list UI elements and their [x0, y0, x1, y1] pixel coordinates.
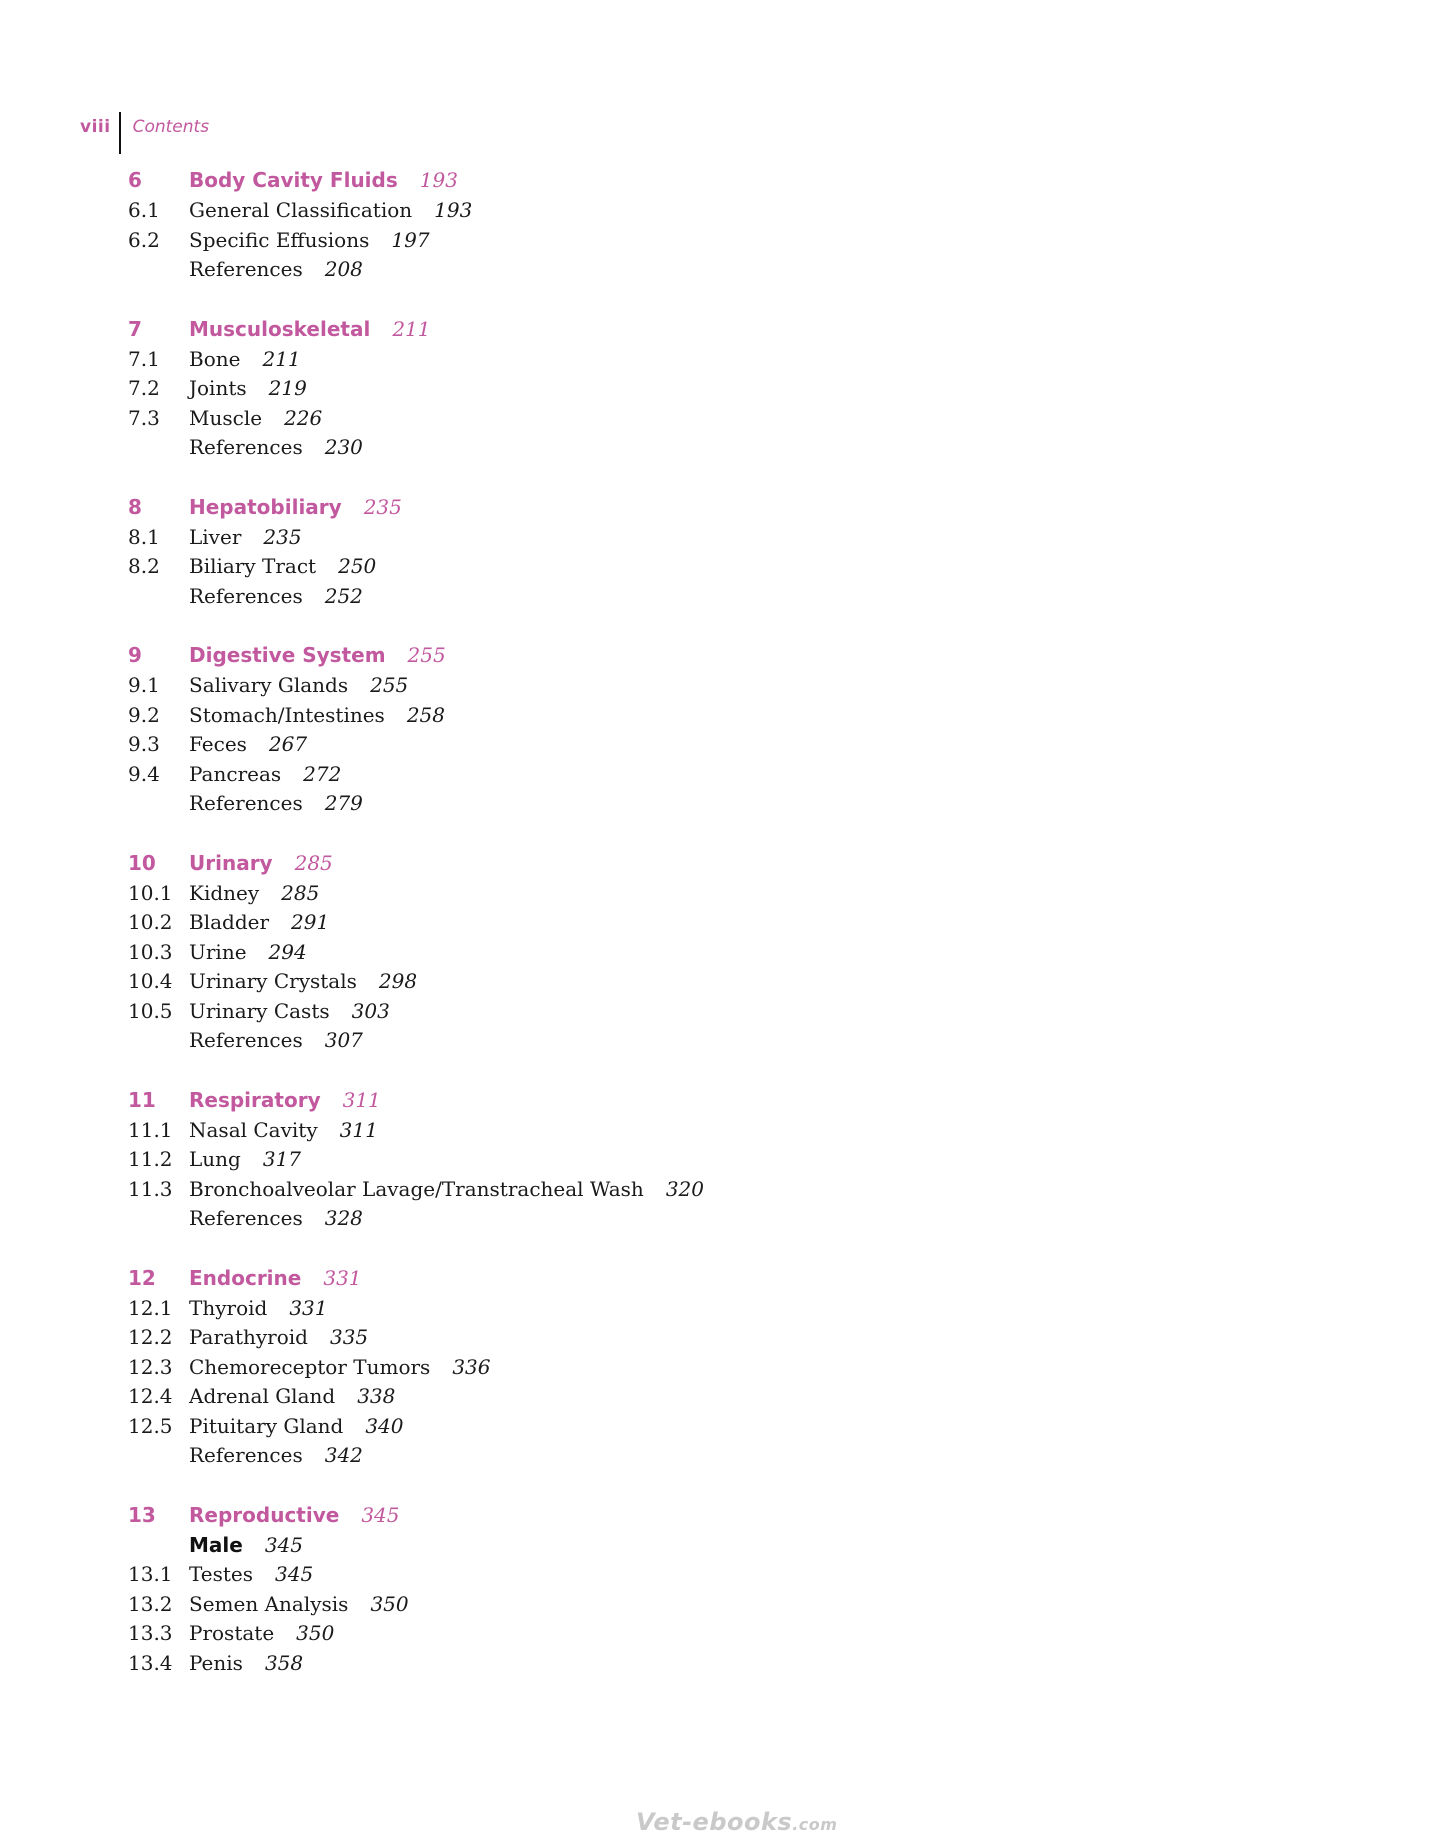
entry-title: Pituitary Gland [189, 1413, 344, 1438]
entry-number: 13.2 [128, 1591, 173, 1616]
entry-title: Kidney [189, 880, 260, 905]
toc-entry[interactable] [128, 1592, 1128, 1622]
entry-title: Biliary Tract [189, 554, 317, 578]
entry-number: 7.2 [128, 376, 160, 400]
toc-chapter[interactable] [128, 1503, 1128, 1533]
entry-page: 258 [406, 702, 446, 727]
toc-subheading[interactable] [128, 1533, 1128, 1563]
entry-number: 12.1 [128, 1295, 173, 1320]
entry-title: Urine [189, 939, 247, 964]
toc-entry[interactable] [128, 969, 1128, 999]
chapter-number: 12 [128, 1265, 156, 1290]
chapter-spacer [128, 1473, 1128, 1503]
entry-page: 358 [264, 1650, 304, 1675]
chapter-number: 8 [128, 494, 142, 519]
chapter-title: Respiratory [189, 1087, 321, 1112]
entry-title: Specific Effusions [189, 227, 370, 252]
entry-title: Testes [189, 1562, 254, 1586]
entry-page: 250 [338, 554, 377, 578]
chapter-number: 6 [128, 168, 142, 192]
entry-page: 255 [370, 673, 409, 697]
toc-entry[interactable] [128, 228, 1128, 258]
toc-chapter[interactable] [128, 643, 1128, 673]
entry-page: 235 [263, 524, 302, 549]
toc-entry[interactable] [128, 673, 1128, 703]
chapter-spacer [128, 465, 1128, 495]
chapter-page: 193 [419, 168, 458, 192]
toc-entry[interactable] [128, 999, 1128, 1029]
entry-page: 328 [324, 1206, 363, 1230]
entry-page: 197 [391, 227, 430, 252]
entry-title: Thyroid [189, 1295, 268, 1320]
entry-number: 6.2 [128, 227, 160, 252]
toc-chapter[interactable] [128, 168, 1128, 198]
chapter-number: 13 [128, 1502, 156, 1527]
chapter-page: 345 [361, 1502, 400, 1527]
entry-title: References [189, 435, 303, 459]
toc-entry[interactable] [128, 1355, 1128, 1385]
toc-chapter[interactable] [128, 1088, 1128, 1118]
toc-entry[interactable] [128, 732, 1128, 762]
entry-title: References [189, 257, 303, 281]
entry-page: 342 [324, 1443, 363, 1467]
entry-number: 11.1 [128, 1117, 173, 1142]
entry-page: 303 [351, 998, 390, 1023]
entry-title: References [189, 1443, 303, 1467]
entry-number: 10.5 [128, 998, 173, 1023]
header-divider [119, 112, 121, 154]
toc-entry[interactable] [128, 1028, 1128, 1058]
chapter-page: 331 [323, 1265, 362, 1290]
entry-number: 12.4 [128, 1384, 173, 1408]
entry-title: Bone [189, 346, 241, 371]
toc-entry[interactable] [128, 1562, 1128, 1592]
toc-entry[interactable] [128, 1118, 1128, 1148]
chapter-number: 11 [128, 1087, 156, 1112]
chapter-number: 10 [128, 850, 156, 875]
entry-page: 350 [370, 1591, 409, 1616]
entry-page: 336 [452, 1354, 491, 1379]
chapter-page: 235 [363, 494, 402, 519]
entry-page: 226 [284, 405, 323, 430]
toc-chapter[interactable] [128, 317, 1128, 347]
entry-number: 9.1 [128, 673, 160, 697]
entry-page: 230 [324, 435, 363, 459]
running-title: Contents [132, 117, 210, 137]
entry-title: Penis [189, 1650, 243, 1675]
toc-entry[interactable] [128, 198, 1128, 228]
entry-number: 10.1 [128, 880, 173, 905]
entry-number: 6.1 [128, 198, 160, 222]
toc-chapter[interactable] [128, 1266, 1128, 1296]
toc-entry[interactable] [128, 376, 1128, 406]
toc-entry[interactable] [128, 1325, 1128, 1355]
entry-number: 9.4 [128, 761, 160, 786]
toc-entry[interactable] [128, 1651, 1128, 1681]
entry-number: 12.2 [128, 1325, 173, 1349]
entry-number: 13.3 [128, 1621, 173, 1645]
entry-title: Adrenal Gland [189, 1384, 336, 1408]
entry-title: General Classification [189, 198, 413, 222]
entry-page: 285 [281, 880, 320, 905]
chapter-title: Body Cavity Fluids [189, 168, 398, 192]
entry-page: 320 [665, 1176, 705, 1201]
toc-entry[interactable] [128, 1296, 1128, 1326]
toc-entry[interactable] [128, 1177, 1128, 1207]
entry-number: 9.2 [128, 702, 160, 727]
entry-page: 345 [275, 1562, 314, 1586]
toc-entry[interactable] [128, 1414, 1128, 1444]
entry-page: 345 [264, 1532, 304, 1557]
entry-title: References [189, 583, 303, 608]
watermark-suffix: .com [792, 1815, 838, 1834]
entry-number: 8.2 [128, 554, 160, 578]
toc-entry[interactable] [128, 940, 1128, 970]
entry-title: Nasal Cavity [189, 1117, 318, 1142]
chapter-page: 211 [392, 316, 431, 341]
entry-number: 13.4 [128, 1650, 173, 1675]
entry-number: 11.3 [128, 1176, 173, 1201]
chapter-number: 9 [128, 643, 142, 667]
entry-title: Semen Analysis [189, 1591, 349, 1616]
entry-page: 193 [434, 198, 473, 222]
chapter-page: 311 [342, 1087, 381, 1112]
entry-page: 335 [329, 1325, 369, 1349]
entry-title: Bladder [189, 910, 270, 934]
toc-entry[interactable] [128, 406, 1128, 436]
entry-title: Prostate [189, 1621, 275, 1645]
entry-page: 279 [324, 791, 363, 815]
toc-entry[interactable] [128, 791, 1128, 821]
entry-number: 10.4 [128, 969, 173, 993]
entry-number: 8.1 [128, 524, 160, 549]
entry-page: 208 [324, 257, 363, 281]
entry-title: Stomach/Intestines [189, 702, 385, 727]
toc-entry[interactable] [128, 1384, 1128, 1414]
chapter-title: Hepatobiliary [189, 494, 342, 519]
entry-title: Parathyroid [189, 1325, 308, 1349]
running-header [80, 112, 209, 154]
entry-title: Lung [189, 1147, 241, 1171]
entry-number: 11.2 [128, 1147, 173, 1171]
toc-chapter[interactable] [128, 851, 1128, 881]
toc-entry[interactable] [128, 1443, 1128, 1473]
entry-title: References [189, 1206, 303, 1230]
toc-entry[interactable] [128, 347, 1128, 377]
chapter-spacer [128, 613, 1128, 643]
page-folio: viii [80, 117, 111, 137]
chapter-title: Musculoskeletal [189, 316, 371, 341]
entry-number: 12.3 [128, 1354, 173, 1379]
chapter-number: 7 [128, 316, 142, 341]
toc-entry[interactable] [128, 554, 1128, 584]
toc-entry[interactable] [128, 1621, 1128, 1651]
entry-page: 338 [357, 1384, 396, 1408]
entry-title: Male [189, 1532, 243, 1557]
entry-title: Salivary Glands [189, 673, 349, 697]
toc-entry[interactable] [128, 257, 1128, 287]
entry-title: Joints [189, 376, 247, 400]
entry-number: 10.2 [128, 910, 173, 934]
watermark-logo [636, 1808, 837, 1836]
entry-number: 12.5 [128, 1413, 173, 1438]
chapter-title: Reproductive [189, 1502, 340, 1527]
entry-title: Bronchoalveolar Lavage/Transtracheal Wash [189, 1176, 644, 1201]
watermark-name: Vet-ebooks [636, 1808, 793, 1836]
entry-title: References [189, 791, 303, 815]
chapter-page: 285 [294, 850, 333, 875]
entry-title: Pancreas [189, 761, 282, 786]
entry-page: 252 [324, 583, 363, 608]
entry-page: 340 [365, 1413, 404, 1438]
table-of-contents [128, 168, 1128, 1680]
toc-entry[interactable] [128, 584, 1128, 614]
chapter-spacer [128, 1236, 1128, 1266]
entry-page: 311 [339, 1117, 378, 1142]
entry-page: 267 [268, 732, 308, 756]
chapter-title: Endocrine [189, 1265, 302, 1290]
entry-page: 350 [296, 1621, 335, 1645]
entry-page: 307 [324, 1028, 363, 1052]
entry-title: Urinary Crystals [189, 969, 357, 993]
entry-title: Liver [189, 524, 242, 549]
entry-page: 331 [289, 1295, 328, 1320]
chapter-title: Urinary [189, 850, 273, 875]
entry-title: Muscle [189, 405, 263, 430]
entry-page: 211 [262, 346, 301, 371]
entry-page: 294 [268, 939, 307, 964]
entry-page: 219 [268, 376, 307, 400]
chapter-spacer [128, 1058, 1128, 1088]
toc-entry[interactable] [128, 703, 1128, 733]
entry-page: 291 [291, 910, 330, 934]
toc-chapter[interactable] [128, 495, 1128, 525]
entry-number: 7.3 [128, 405, 160, 430]
toc-entry[interactable] [128, 1206, 1128, 1236]
chapter-page: 255 [407, 643, 446, 667]
entry-title: Feces [189, 732, 247, 756]
toc-entry[interactable] [128, 1147, 1128, 1177]
toc-entry[interactable] [128, 762, 1128, 792]
toc-entry[interactable] [128, 525, 1128, 555]
toc-entry[interactable] [128, 881, 1128, 911]
toc-entry[interactable] [128, 910, 1128, 940]
entry-number: 7.1 [128, 346, 160, 371]
entry-title: Urinary Casts [189, 998, 330, 1023]
entry-page: 317 [262, 1147, 302, 1171]
chapter-title: Digestive System [189, 643, 386, 667]
entry-page: 272 [303, 761, 342, 786]
toc-entry[interactable] [128, 435, 1128, 465]
chapter-spacer [128, 287, 1128, 317]
entry-number: 13.1 [128, 1562, 173, 1586]
entry-title: Chemoreceptor Tumors [189, 1354, 431, 1379]
chapter-spacer [128, 821, 1128, 851]
entry-number: 9.3 [128, 732, 160, 756]
entry-title: References [189, 1028, 303, 1052]
entry-page: 298 [378, 969, 418, 993]
entry-number: 10.3 [128, 939, 173, 964]
